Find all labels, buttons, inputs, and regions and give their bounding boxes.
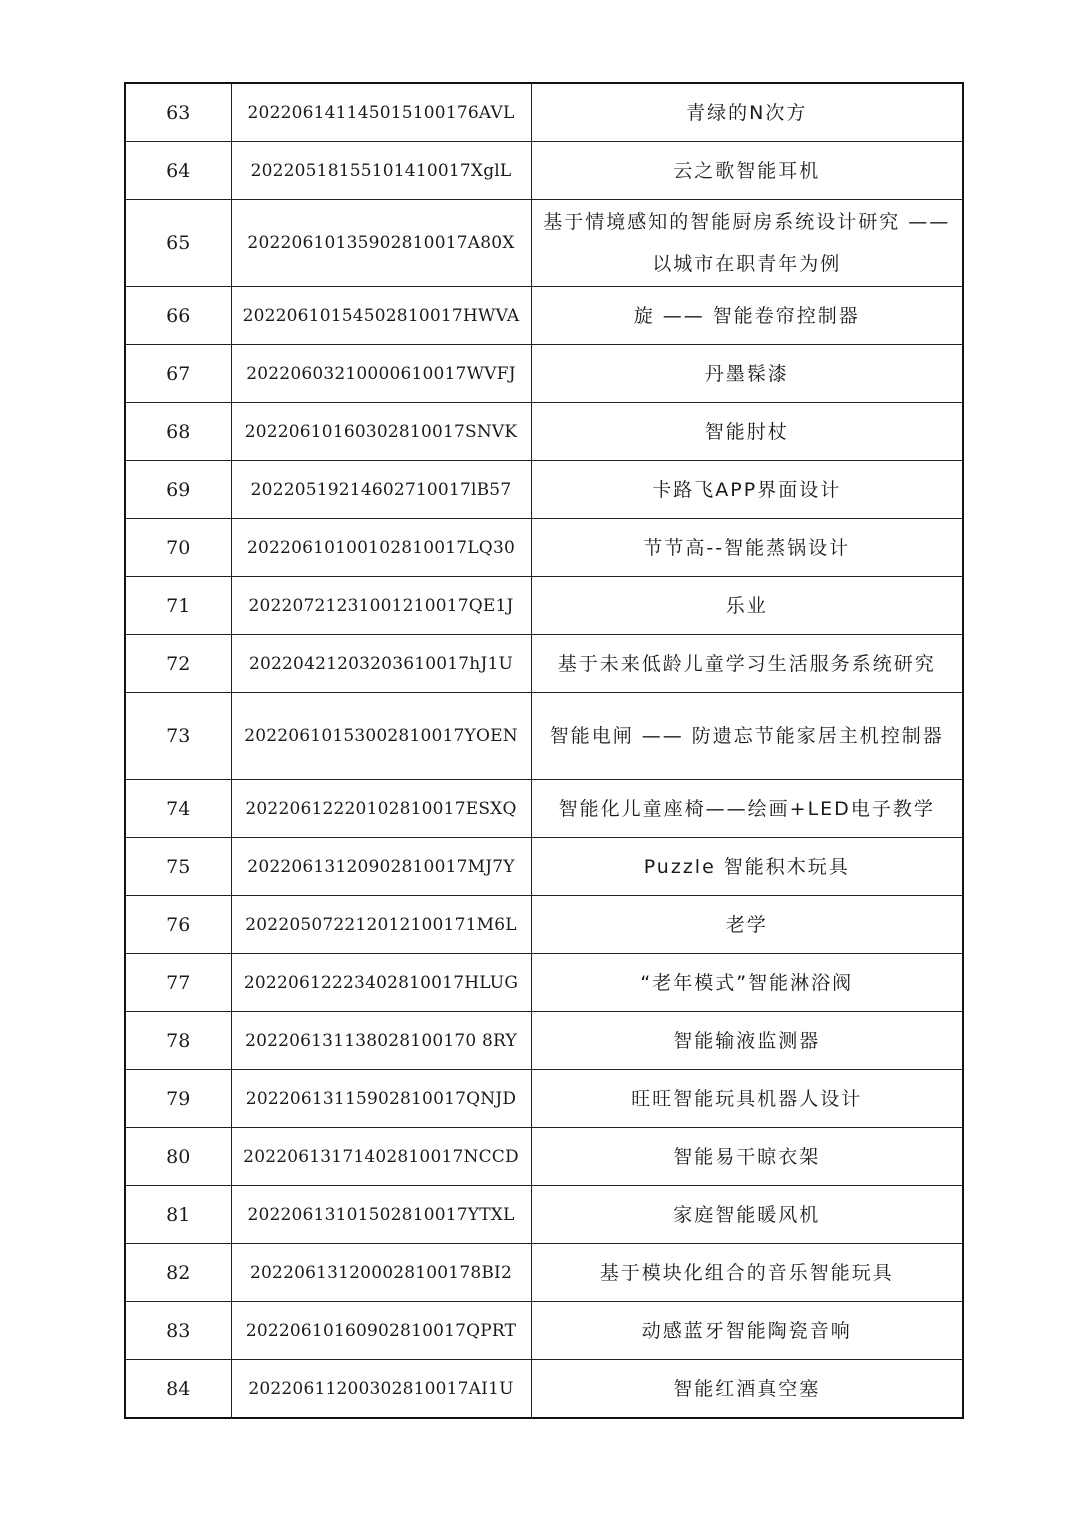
project-title: 云之歌智能耳机 <box>531 142 963 200</box>
registration-code: 20220610160902810017QPRT <box>231 1302 531 1360</box>
project-title: Puzzle 智能积木玩具 <box>531 838 963 896</box>
results-table-container <box>124 82 962 1419</box>
project-title: 基于未来低龄儿童学习生活服务系统研究 <box>531 635 963 693</box>
project-title: 青绿的N次方 <box>531 83 963 142</box>
project-title: 智能电闸 —— 防遗忘节能家居主机控制器 <box>531 693 963 780</box>
registration-code: 20220613171402810017NCCD <box>231 1128 531 1186</box>
registration-code: 20220421203203610017hJ1U <box>231 635 531 693</box>
project-title: 智能肘杖 <box>531 403 963 461</box>
project-title: 智能易干晾衣架 <box>531 1128 963 1186</box>
row-number: 76 <box>125 896 231 954</box>
table-row <box>125 142 963 200</box>
row-number: 82 <box>125 1244 231 1302</box>
table-row <box>125 461 963 519</box>
table-row <box>125 519 963 577</box>
registration-code: 202206131138028100170 8RY <box>231 1012 531 1070</box>
table-row <box>125 1128 963 1186</box>
project-title: 乐业 <box>531 577 963 635</box>
row-number: 67 <box>125 345 231 403</box>
table-row <box>125 1302 963 1360</box>
registration-code: 20220613101502810017YTXL <box>231 1186 531 1244</box>
row-number: 78 <box>125 1012 231 1070</box>
row-number: 68 <box>125 403 231 461</box>
row-number: 77 <box>125 954 231 1012</box>
results-table <box>124 82 964 1419</box>
row-number: 84 <box>125 1360 231 1419</box>
project-title: 旋 —— 智能卷帘控制器 <box>531 287 963 345</box>
project-title: 动感蓝牙智能陶瓷音响 <box>531 1302 963 1360</box>
row-number: 63 <box>125 83 231 142</box>
table-row <box>125 83 963 142</box>
table-row <box>125 838 963 896</box>
registration-code: 20220612220102810017ESXQ <box>231 780 531 838</box>
registration-code: 202206131200028100178BI2 <box>231 1244 531 1302</box>
table-row <box>125 954 963 1012</box>
row-number: 80 <box>125 1128 231 1186</box>
row-number: 79 <box>125 1070 231 1128</box>
table-row <box>125 635 963 693</box>
row-number: 74 <box>125 780 231 838</box>
table-row <box>125 1244 963 1302</box>
project-title: 智能输液监测器 <box>531 1012 963 1070</box>
table-row <box>125 345 963 403</box>
registration-code: 20220603210000610017WVFJ <box>231 345 531 403</box>
row-number: 69 <box>125 461 231 519</box>
project-title: 家庭智能暖风机 <box>531 1186 963 1244</box>
registration-code: 20220610160302810017SNVK <box>231 403 531 461</box>
project-title: 老学 <box>531 896 963 954</box>
row-number: 72 <box>125 635 231 693</box>
table-row <box>125 780 963 838</box>
registration-code: 20220721231001210017QE1J <box>231 577 531 635</box>
table-row <box>125 896 963 954</box>
table-row <box>125 693 963 780</box>
registration-code: 20220518155101410017XglL <box>231 142 531 200</box>
project-title: 旺旺智能玩具机器人设计 <box>531 1070 963 1128</box>
row-number: 64 <box>125 142 231 200</box>
registration-code: 20220611200302810017AI1U <box>231 1360 531 1419</box>
registration-code: 20220610100102810017LQ30 <box>231 519 531 577</box>
row-number: 73 <box>125 693 231 780</box>
table-row <box>125 577 963 635</box>
project-title: “老年模式”智能淋浴阀 <box>531 954 963 1012</box>
project-title: 智能红酒真空塞 <box>531 1360 963 1419</box>
project-title: 丹墨髹漆 <box>531 345 963 403</box>
table-row <box>125 287 963 345</box>
row-number: 65 <box>125 200 231 287</box>
table-row <box>125 1070 963 1128</box>
registration-code: 20220613120902810017MJ7Y <box>231 838 531 896</box>
project-title: 基于模块化组合的音乐智能玩具 <box>531 1244 963 1302</box>
registration-code: 202206141145015100176AVL <box>231 83 531 142</box>
table-row <box>125 1360 963 1419</box>
project-title: 卡路飞APP界面设计 <box>531 461 963 519</box>
registration-code: 20220610154502810017HWVA <box>231 287 531 345</box>
registration-code: 20220613115902810017QNJD <box>231 1070 531 1128</box>
row-number: 66 <box>125 287 231 345</box>
project-title: 智能化儿童座椅——绘画+LED电子教学 <box>531 780 963 838</box>
registration-code: 20220519214602710017lB57 <box>231 461 531 519</box>
registration-code: 20220610135902810017A80X <box>231 200 531 287</box>
project-title: 节节高--智能蒸锅设计 <box>531 519 963 577</box>
row-number: 71 <box>125 577 231 635</box>
project-title: 基于情境感知的智能厨房系统设计研究 ——以城市在职青年为例 <box>531 200 963 287</box>
table-row <box>125 1012 963 1070</box>
registration-code: 20220610153002810017YOEN <box>231 693 531 780</box>
row-number: 81 <box>125 1186 231 1244</box>
row-number: 83 <box>125 1302 231 1360</box>
table-row <box>125 200 963 287</box>
table-row <box>125 403 963 461</box>
row-number: 75 <box>125 838 231 896</box>
registration-code: 20220612223402810017HLUG <box>231 954 531 1012</box>
row-number: 70 <box>125 519 231 577</box>
table-row <box>125 1186 963 1244</box>
registration-code: 202205072212012100171M6L <box>231 896 531 954</box>
